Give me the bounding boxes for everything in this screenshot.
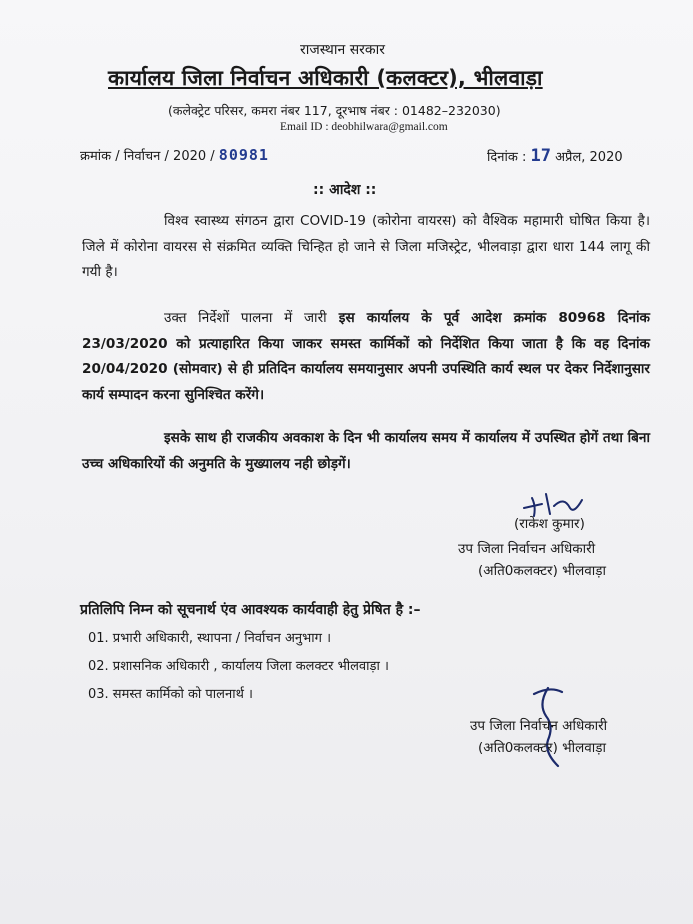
- office-title: कार्यालय जिला निर्वाचन अधिकारी (कलक्टर), भीलवाड़ा: [108, 66, 543, 90]
- copy-to-heading: प्रतिलिपि निम्न को सूचनार्थ एंव आवश्यक कार्यवाही हेतु प्रेषित है :–: [80, 602, 421, 618]
- date-suffix: अप्रैल, 2020: [555, 150, 623, 165]
- office-address: (कलेक्ट्रेट परिसर, कमरा नंबर 117, दूरभाष नंबर : 01482–232030): [168, 103, 501, 118]
- paragraph-3-text: इसके साथ ही राजकीय अवकाश के दिन भी कार्यालय समय में कार्यालय में उपस्थित होगें तथा बिना उच्च अधिकारियों की अनुमति के मुख्यालय नही छोड़गें।: [82, 430, 650, 472]
- paragraph-2: [82, 306, 650, 408]
- reference-handwritten-number: 80981: [218, 146, 269, 164]
- order-title: :: आदेश ::: [313, 182, 377, 198]
- paragraph-1: [82, 209, 650, 286]
- reference-number: [80, 146, 269, 164]
- paragraph-2-lead: उक्त निर्देशों पालना में जारी: [164, 310, 327, 326]
- signatory-designation-2: (अति0कलक्टर) भीलवाड़ा: [478, 563, 606, 579]
- paragraph-3: [82, 426, 650, 477]
- copy-to-item: 02. प्रशासनिक अधिकारी , कार्यालय जिला कलक्टर भीलवाड़ा ।: [88, 659, 389, 674]
- date-prefix: दिनांक :: [487, 150, 527, 165]
- paragraph-2-rest: इस कार्यालय के पूर्व आदेश क्रमांक 80968 दिनांक 23/03/2020 को प्रत्याहारित किया जाकर समस्त कार्मिकों को निर्देशित किया जाता है कि वह दिनांक 20/04/2020 (सोमवार) से ही प्रतिदिन कार्यालय समयानुसार अपनी उपस्थिति कार्य स्थल पर देकर निर्देशानुसार कार्य सम्पादन करना सुनिश्चित करेंगे।: [82, 310, 650, 403]
- signatory-2-designation: उप जिला निर्वाचन अधिकारी: [470, 718, 608, 734]
- signatory-name: (राकेश कुमार): [514, 516, 585, 532]
- office-email: Email ID : deobhilwara@gmail.com: [280, 121, 448, 133]
- signatory-designation: उप जिला निर्वाचन अधिकारी: [458, 541, 596, 557]
- paragraph-1-lead: विश्व स्वास्थ्य संगठन द्वारा COVID-19 (कोरोना वायरस) को वैश्विक महामारी: [164, 213, 564, 229]
- signatory-2-designation-2: (अति0कलक्टर) भीलवाड़ा: [478, 740, 606, 756]
- order-date: [487, 146, 623, 166]
- date-handwritten-day: 17: [530, 146, 551, 166]
- copy-to-item: 03. समस्त कार्मिको को पालनार्थ ।: [88, 687, 253, 702]
- reference-prefix: क्रमांक / निर्वाचन / 2020 /: [80, 149, 215, 164]
- government-name: राजस्थान सरकार: [300, 42, 385, 58]
- copy-to-item: 01. प्रभारी अधिकारी, स्थापना / निर्वाचन अनुभाग ।: [88, 631, 332, 646]
- paragraph-1-rest: घोषित किया है। जिले में कोरोना वायरस से संक्रमित व्यक्ति चिन्हित हो जाने से जिला मजिस्ट्रेट, भीलवाड़ा द्वारा धारा 144 लागू की गयी है।: [82, 213, 651, 280]
